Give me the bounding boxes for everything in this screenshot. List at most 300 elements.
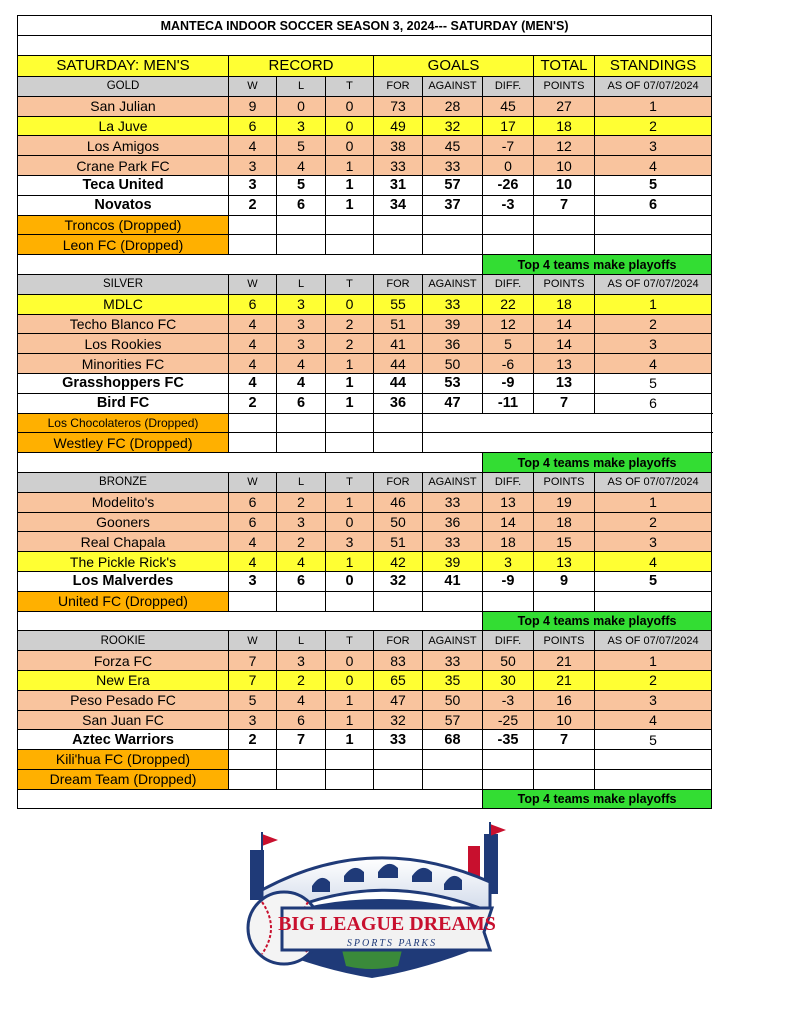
team-row [18, 354, 712, 374]
playoff-note: Top 4 teams make playoffs [483, 611, 712, 631]
stat-ga: 47 [423, 393, 483, 413]
stat-w: 4 [229, 314, 277, 334]
team-name: New Era [18, 670, 229, 690]
stat-ga: 57 [423, 710, 483, 730]
stat-t: 3 [326, 532, 374, 552]
stat-t: 1 [326, 175, 374, 195]
stat-diff: 14 [483, 512, 534, 532]
column-header-points: POINTS [534, 274, 595, 294]
empty-cell [326, 433, 374, 453]
column-header-w: W [229, 77, 277, 97]
team-row [18, 116, 712, 136]
stat-t: 1 [326, 393, 374, 413]
stat-rank: 2 [595, 116, 712, 136]
stat-t: 1 [326, 730, 374, 750]
empty-cell [277, 433, 326, 453]
empty-cell [229, 235, 277, 255]
stat-w: 6 [229, 116, 277, 136]
empty-cell [277, 769, 326, 789]
team-name: Crane Park FC [18, 156, 229, 176]
stat-rank: 3 [595, 136, 712, 156]
stat-pts: 18 [534, 116, 595, 136]
team-name: Modelito's [18, 492, 229, 512]
stat-l: 4 [277, 354, 326, 374]
stat-diff: 17 [483, 116, 534, 136]
dropped-team-row [18, 769, 712, 789]
team-row [18, 532, 712, 552]
division-name: BRONZE [18, 472, 229, 492]
logo-subtitle: SPORTS PARKS [346, 938, 438, 949]
dropped-team-row [18, 235, 712, 255]
stat-ga: 37 [423, 195, 483, 215]
stat-ga: 39 [423, 552, 483, 572]
stat-ga: 57 [423, 175, 483, 195]
team-row [18, 571, 712, 591]
playoff-note-row [18, 255, 712, 275]
empty-cell [483, 215, 534, 235]
team-name: Teca United [18, 175, 229, 195]
stat-rank: 6 [595, 393, 712, 413]
team-name: La Juve [18, 116, 229, 136]
stat-w: 3 [229, 175, 277, 195]
stat-gf: 38 [374, 136, 423, 156]
stat-w: 4 [229, 532, 277, 552]
playoff-note: Top 4 teams make playoffs [483, 789, 712, 809]
column-header-l: L [277, 472, 326, 492]
stat-rank: 2 [595, 314, 712, 334]
column-header-l: L [277, 274, 326, 294]
column-header-for: FOR [374, 631, 423, 651]
stat-ga: 36 [423, 334, 483, 354]
standings-table [17, 15, 712, 809]
stat-l: 4 [277, 552, 326, 572]
stat-l: 3 [277, 116, 326, 136]
empty-cell [483, 750, 534, 770]
team-row [18, 651, 712, 671]
team-name: Aztec Warriors [18, 730, 229, 750]
stat-pts: 9 [534, 571, 595, 591]
stat-l: 4 [277, 156, 326, 176]
empty-cell [423, 235, 483, 255]
column-header-w: W [229, 631, 277, 651]
stat-diff: -11 [483, 393, 534, 413]
stat-pts: 10 [534, 710, 595, 730]
column-header-against: AGAINST [423, 274, 483, 294]
stat-ga: 45 [423, 136, 483, 156]
empty-cell [534, 235, 595, 255]
empty-cell [277, 750, 326, 770]
playoff-note-row [18, 789, 712, 809]
stat-diff: 22 [483, 294, 534, 314]
stat-ga: 32 [423, 116, 483, 136]
dropped-team-name: Westley FC (Dropped) [18, 433, 229, 453]
column-header-t: T [326, 472, 374, 492]
stat-l: 3 [277, 651, 326, 671]
stat-t: 0 [326, 670, 374, 690]
empty-cell [277, 413, 326, 433]
stat-rank: 4 [595, 156, 712, 176]
stat-l: 6 [277, 571, 326, 591]
spacer-row [18, 36, 712, 56]
stat-pts: 21 [534, 670, 595, 690]
stat-ga: 39 [423, 314, 483, 334]
stat-t: 1 [326, 156, 374, 176]
stat-t: 1 [326, 710, 374, 730]
column-header-t: T [326, 274, 374, 294]
stat-t: 0 [326, 512, 374, 532]
team-name: Peso Pesado FC [18, 690, 229, 710]
column-header-l: L [277, 77, 326, 97]
stat-rank: 3 [595, 690, 712, 710]
empty-cell [595, 769, 712, 789]
stat-ga: 35 [423, 670, 483, 690]
stat-diff: 0 [483, 156, 534, 176]
dropped-team-name: Los Chocolateros (Dropped) [18, 413, 229, 433]
column-header-for: FOR [374, 472, 423, 492]
division-name: GOLD [18, 77, 229, 97]
empty-cell [374, 591, 423, 611]
stat-pts: 10 [534, 175, 595, 195]
empty-cell [423, 413, 712, 433]
stat-diff: -9 [483, 571, 534, 591]
goals-header: GOALS [374, 56, 534, 77]
column-header-against: AGAINST [423, 631, 483, 651]
dropped-team-row [18, 591, 712, 611]
spacer-cell [18, 789, 483, 809]
team-row [18, 393, 712, 413]
stat-w: 7 [229, 651, 277, 671]
stat-gf: 33 [374, 730, 423, 750]
stat-diff: -6 [483, 354, 534, 374]
stat-t: 0 [326, 116, 374, 136]
stat-ga: 41 [423, 571, 483, 591]
stat-w: 3 [229, 710, 277, 730]
column-header-t: T [326, 631, 374, 651]
stat-w: 9 [229, 96, 277, 116]
stat-pts: 13 [534, 373, 595, 393]
stat-pts: 27 [534, 96, 595, 116]
stat-l: 3 [277, 294, 326, 314]
column-header-w: W [229, 472, 277, 492]
empty-cell [326, 235, 374, 255]
team-row [18, 136, 712, 156]
empty-cell [423, 591, 483, 611]
stat-w: 4 [229, 334, 277, 354]
empty-cell [483, 235, 534, 255]
stat-diff: 13 [483, 492, 534, 512]
empty-cell [326, 769, 374, 789]
league-header: SATURDAY: MEN'S [18, 56, 229, 77]
team-row [18, 710, 712, 730]
stat-t: 0 [326, 96, 374, 116]
column-header-against: AGAINST [423, 472, 483, 492]
stat-diff: -3 [483, 195, 534, 215]
stat-l: 2 [277, 532, 326, 552]
stat-ga: 36 [423, 512, 483, 532]
stat-rank: 1 [595, 651, 712, 671]
stat-gf: 83 [374, 651, 423, 671]
stat-w: 4 [229, 136, 277, 156]
stat-w: 7 [229, 670, 277, 690]
team-name: Gooners [18, 512, 229, 532]
stat-t: 0 [326, 136, 374, 156]
stat-w: 6 [229, 492, 277, 512]
column-header-asof: AS OF 07/07/2024 [595, 274, 712, 294]
stat-w: 5 [229, 690, 277, 710]
stat-diff: 18 [483, 532, 534, 552]
stat-t: 1 [326, 354, 374, 374]
empty-cell [229, 769, 277, 789]
empty-cell [423, 215, 483, 235]
team-row [18, 96, 712, 116]
spacer-cell [18, 611, 483, 631]
stat-ga: 33 [423, 532, 483, 552]
stat-gf: 73 [374, 96, 423, 116]
stat-ga: 33 [423, 156, 483, 176]
stat-pts: 7 [534, 195, 595, 215]
team-row [18, 690, 712, 710]
stat-w: 4 [229, 354, 277, 374]
stat-gf: 32 [374, 710, 423, 730]
team-name: Techo Blanco FC [18, 314, 229, 334]
big-league-dreams-logo [222, 820, 522, 980]
empty-cell [423, 433, 712, 453]
stat-t: 0 [326, 651, 374, 671]
team-row [18, 175, 712, 195]
empty-cell [534, 591, 595, 611]
empty-cell [277, 215, 326, 235]
column-header-asof: AS OF 07/07/2024 [595, 77, 712, 97]
stat-rank: 5 [595, 571, 712, 591]
stat-pts: 7 [534, 730, 595, 750]
team-name: San Julian [18, 96, 229, 116]
stat-w: 4 [229, 373, 277, 393]
stat-l: 2 [277, 670, 326, 690]
stat-t: 2 [326, 334, 374, 354]
division-header-row [18, 472, 712, 492]
logo-title: BIG LEAGUE DREAMS [278, 913, 496, 935]
stat-pts: 14 [534, 314, 595, 334]
stat-rank: 6 [595, 195, 712, 215]
stat-l: 6 [277, 710, 326, 730]
stat-pts: 21 [534, 651, 595, 671]
stat-gf: 51 [374, 314, 423, 334]
stat-gf: 44 [374, 354, 423, 374]
stat-l: 7 [277, 730, 326, 750]
column-header-against: AGAINST [423, 77, 483, 97]
empty-cell [374, 215, 423, 235]
team-name: The Pickle Rick's [18, 552, 229, 572]
team-name: Los Malverdes [18, 571, 229, 591]
empty-cell [374, 235, 423, 255]
stat-rank: 2 [595, 670, 712, 690]
stat-gf: 65 [374, 670, 423, 690]
stat-diff: -9 [483, 373, 534, 393]
stat-gf: 41 [374, 334, 423, 354]
stat-rank: 1 [595, 294, 712, 314]
stat-gf: 46 [374, 492, 423, 512]
column-header-for: FOR [374, 77, 423, 97]
stat-pts: 13 [534, 552, 595, 572]
empty-cell [374, 413, 423, 433]
empty-cell [229, 433, 277, 453]
column-header-for: FOR [374, 274, 423, 294]
stat-pts: 10 [534, 156, 595, 176]
dropped-team-row [18, 433, 712, 453]
stat-ga: 53 [423, 373, 483, 393]
dropped-team-name: United FC (Dropped) [18, 591, 229, 611]
stat-diff: -35 [483, 730, 534, 750]
stat-pts: 18 [534, 512, 595, 532]
stat-diff: 5 [483, 334, 534, 354]
stat-gf: 51 [374, 532, 423, 552]
dropped-team-name: Troncos (Dropped) [18, 215, 229, 235]
division-header-row [18, 274, 712, 294]
empty-cell [595, 750, 712, 770]
stat-pts: 16 [534, 690, 595, 710]
standings-header: STANDINGS [595, 56, 712, 77]
team-name: MDLC [18, 294, 229, 314]
stat-diff: -26 [483, 175, 534, 195]
stat-ga: 33 [423, 294, 483, 314]
stat-rank: 4 [595, 354, 712, 374]
empty-cell [229, 215, 277, 235]
team-row [18, 294, 712, 314]
stat-w: 2 [229, 393, 277, 413]
team-name: Minorities FC [18, 354, 229, 374]
empty-cell [374, 433, 423, 453]
team-row [18, 373, 712, 393]
stat-rank: 2 [595, 512, 712, 532]
column-header-points: POINTS [534, 631, 595, 651]
stat-ga: 28 [423, 96, 483, 116]
column-header-diff: DIFF. [483, 77, 534, 97]
column-header-points: POINTS [534, 77, 595, 97]
stat-l: 0 [277, 96, 326, 116]
dropped-team-row [18, 413, 712, 433]
stat-gf: 33 [374, 156, 423, 176]
column-header-asof: AS OF 07/07/2024 [595, 472, 712, 492]
empty-cell [423, 769, 483, 789]
empty-cell [595, 235, 712, 255]
dropped-team-row [18, 215, 712, 235]
empty-cell [534, 750, 595, 770]
stat-l: 6 [277, 195, 326, 215]
stat-rank: 4 [595, 552, 712, 572]
stat-diff: -7 [483, 136, 534, 156]
empty-cell [229, 413, 277, 433]
spacer-cell [18, 255, 483, 275]
division-name: SILVER [18, 274, 229, 294]
logo-graphic [222, 820, 522, 980]
team-name: San Juan FC [18, 710, 229, 730]
empty-cell [374, 769, 423, 789]
dropped-team-name: Kili'hua FC (Dropped) [18, 750, 229, 770]
empty-cell [326, 750, 374, 770]
stat-diff: 3 [483, 552, 534, 572]
stat-pts: 13 [534, 354, 595, 374]
stat-ga: 33 [423, 492, 483, 512]
empty-cell [326, 413, 374, 433]
team-name: Grasshoppers FC [18, 373, 229, 393]
stat-t: 1 [326, 690, 374, 710]
empty-cell [423, 750, 483, 770]
stat-l: 4 [277, 690, 326, 710]
stat-pts: 15 [534, 532, 595, 552]
dropped-team-name: Dream Team (Dropped) [18, 769, 229, 789]
stat-w: 3 [229, 571, 277, 591]
stat-t: 1 [326, 552, 374, 572]
column-header-t: T [326, 77, 374, 97]
division-header-row [18, 631, 712, 651]
division-rookie [18, 631, 712, 809]
stat-l: 3 [277, 334, 326, 354]
stat-diff: -3 [483, 690, 534, 710]
stat-gf: 47 [374, 690, 423, 710]
stat-ga: 68 [423, 730, 483, 750]
empty-cell [595, 591, 712, 611]
stat-rank: 3 [595, 532, 712, 552]
team-row [18, 195, 712, 215]
playoff-note-row [18, 453, 712, 473]
stat-pts: 18 [534, 294, 595, 314]
empty-cell [483, 591, 534, 611]
stat-gf: 49 [374, 116, 423, 136]
stat-t: 1 [326, 492, 374, 512]
stat-gf: 42 [374, 552, 423, 572]
stat-diff: 12 [483, 314, 534, 334]
dropped-team-name: Leon FC (Dropped) [18, 235, 229, 255]
column-header-points: POINTS [534, 472, 595, 492]
sheet-title: MANTECA INDOOR SOCCER SEASON 3, 2024--- SATURDAY (MEN'S) [18, 16, 712, 36]
stat-rank: 1 [595, 492, 712, 512]
record-header: RECORD [229, 56, 374, 77]
stat-w: 3 [229, 156, 277, 176]
spacer-cell [18, 453, 483, 473]
stat-pts: 12 [534, 136, 595, 156]
team-name: Los Amigos [18, 136, 229, 156]
stat-l: 4 [277, 373, 326, 393]
stat-pts: 7 [534, 393, 595, 413]
stat-l: 6 [277, 393, 326, 413]
empty-cell [326, 215, 374, 235]
team-row [18, 512, 712, 532]
team-row [18, 730, 712, 750]
stat-pts: 14 [534, 334, 595, 354]
team-name: Novatos [18, 195, 229, 215]
division-name: ROOKIE [18, 631, 229, 651]
stat-t: 1 [326, 195, 374, 215]
stat-gf: 44 [374, 373, 423, 393]
team-row [18, 334, 712, 354]
column-header-w: W [229, 274, 277, 294]
stat-w: 6 [229, 294, 277, 314]
stat-diff: -25 [483, 710, 534, 730]
stat-w: 2 [229, 730, 277, 750]
empty-cell [229, 750, 277, 770]
stat-l: 5 [277, 175, 326, 195]
stat-rank: 4 [595, 710, 712, 730]
stat-rank: 5 [595, 373, 712, 393]
team-row [18, 156, 712, 176]
dropped-team-row [18, 750, 712, 770]
stat-ga: 50 [423, 690, 483, 710]
stat-ga: 50 [423, 354, 483, 374]
stat-l: 5 [277, 136, 326, 156]
stat-gf: 36 [374, 393, 423, 413]
stat-ga: 33 [423, 651, 483, 671]
stat-l: 3 [277, 512, 326, 532]
